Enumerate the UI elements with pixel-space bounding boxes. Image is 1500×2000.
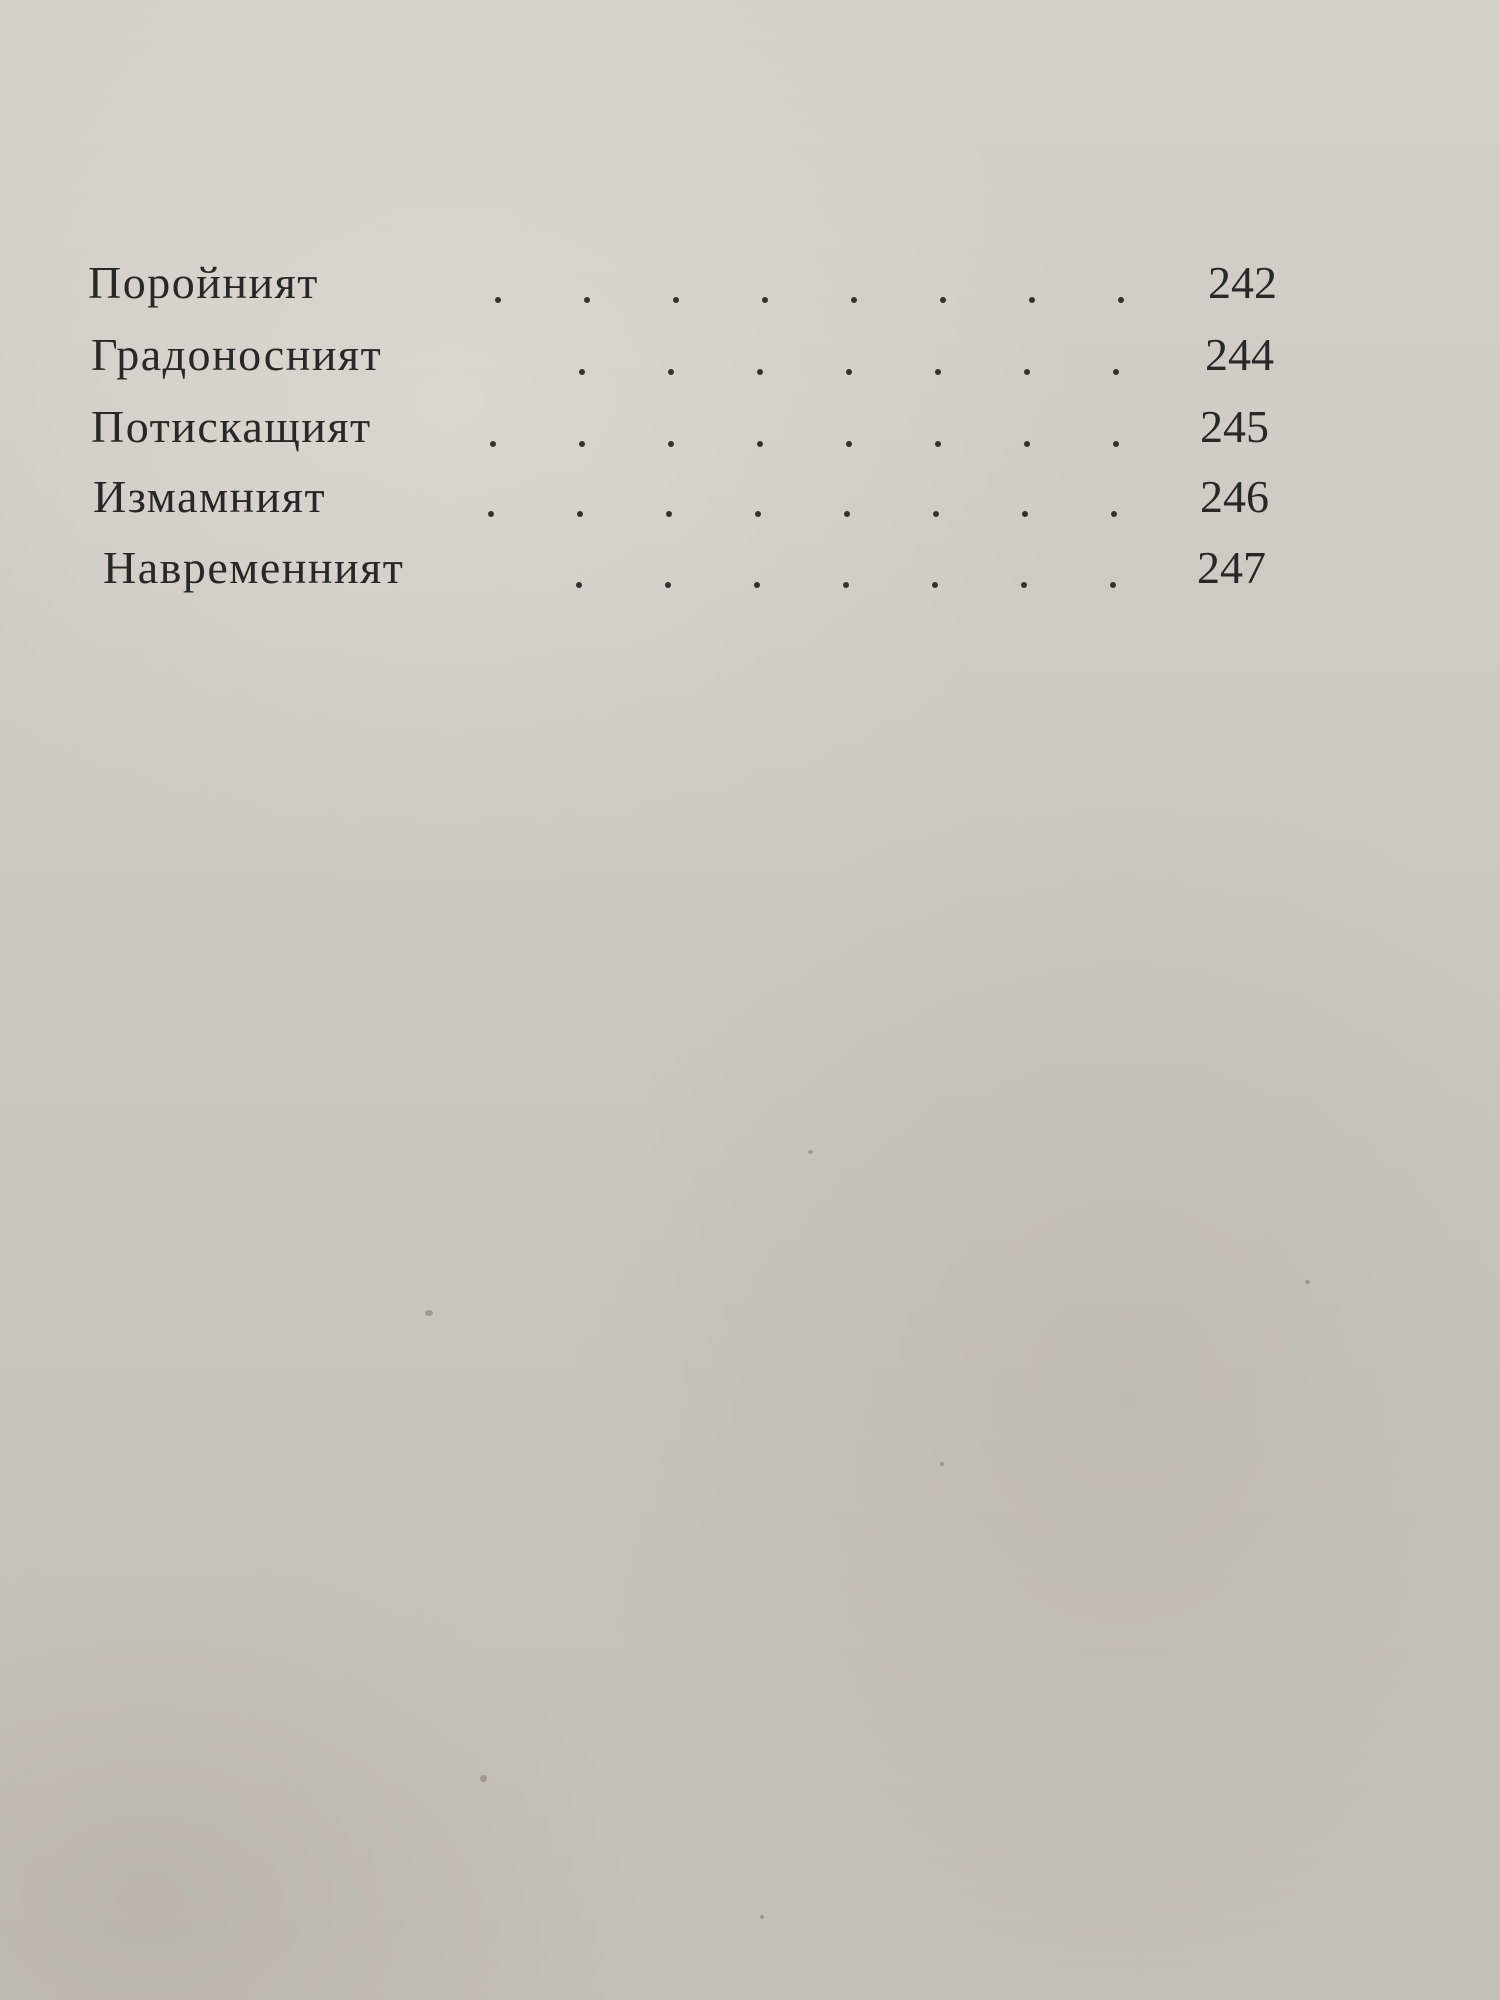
leader-dot [579,369,585,375]
leader-dot [1022,511,1028,517]
dot-leader [565,327,1125,383]
leader-dot [1024,441,1030,447]
toc-entry-title: Навременният [103,542,405,593]
leader-dot [762,297,768,303]
leader-dot [940,297,946,303]
leader-dot [584,297,590,303]
leader-dot [755,511,761,517]
toc-entry-page: 245 [1200,401,1269,452]
dot-leader [478,469,1123,525]
leader-dot [1024,369,1030,375]
toc-entry [0,327,1500,397]
leader-dot [754,582,760,588]
leader-dot [665,582,671,588]
dot-leader [470,255,1130,311]
leader-dot [932,582,938,588]
leader-dot [843,582,849,588]
table-of-contents [0,0,1500,700]
leader-dot [1113,441,1119,447]
leader-dot [935,441,941,447]
toc-entry-page: 247 [1197,542,1266,593]
paper-speck [808,1150,813,1154]
leader-dot [935,369,941,375]
leader-dot [1021,582,1027,588]
paper-speck [425,1310,433,1316]
leader-dot [495,297,501,303]
leader-dot [846,369,852,375]
toc-entry [0,399,1500,469]
leader-dot [576,582,582,588]
toc-entry [0,469,1500,539]
leader-dot [1118,297,1124,303]
toc-entry [0,540,1500,610]
leader-dot [1110,582,1116,588]
leader-dot [577,511,583,517]
leader-dot [490,441,496,447]
leader-dot [846,441,852,447]
leader-dot [933,511,939,517]
leader-dot [1029,297,1035,303]
toc-entry-page: 244 [1205,329,1274,380]
leader-dot [668,369,674,375]
leader-dot [1111,511,1117,517]
paper-speck [940,1462,944,1466]
toc-entry-title: Градоносният [91,329,383,380]
leader-dot [579,441,585,447]
toc-entry-page: 242 [1208,257,1277,308]
toc-entry [0,255,1500,325]
paper-speck [1305,1280,1310,1284]
leader-dot [757,441,763,447]
leader-dot [488,511,494,517]
dot-leader [572,540,1122,596]
leader-dot [666,511,672,517]
paper-speck [480,1775,487,1782]
dot-leader [475,399,1125,455]
toc-entry-title: Измамният [93,471,327,522]
toc-entry-title: Потискащият [91,401,372,452]
toc-entry-title: Поройният [88,257,319,308]
leader-dot [673,297,679,303]
toc-entry-page: 246 [1200,471,1269,522]
leader-dot [844,511,850,517]
leader-dot [757,369,763,375]
paper-speck [760,1915,764,1919]
leader-dot [1113,369,1119,375]
leader-dot [851,297,857,303]
leader-dot [668,441,674,447]
